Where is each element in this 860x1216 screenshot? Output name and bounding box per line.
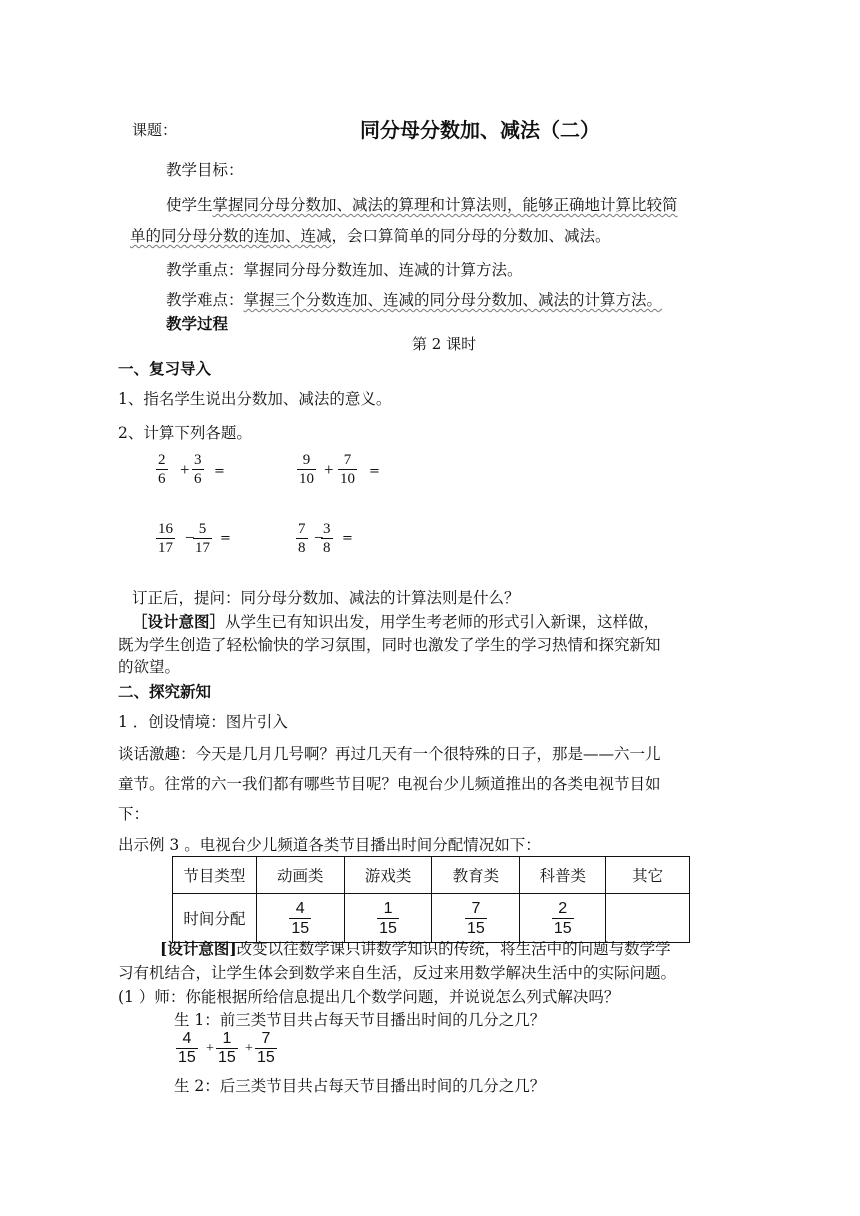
goal-line-1 — [166, 193, 678, 215]
fraction-denominator: 15 — [553, 919, 572, 937]
ex3-b-numerator: 5 — [198, 521, 207, 537]
table-cell-game — [344, 894, 432, 943]
student-1-plus-2: + — [245, 1041, 253, 1056]
ex2-a-denominator: 10 — [299, 471, 314, 487]
talk-line-1: 谈话激趣：今天是几月几号啊？再过几天有一个很特殊的日子，那是——六一儿 — [118, 745, 661, 763]
fraction-numerator: 4 — [182, 1030, 192, 1047]
table-row — [173, 894, 690, 943]
table-header-cell: 游戏类 — [344, 857, 432, 894]
ex1-operator: + — [180, 460, 190, 479]
table-cell-education — [432, 894, 520, 943]
ex3-b-denominator: 17 — [195, 540, 210, 556]
student-1-fraction-1 — [176, 1030, 198, 1067]
ex1-fraction-a — [156, 451, 168, 488]
talk-line-2: 童节。往常的六一我们都有哪些节目呢？电视台少儿频道推出的各类电视节目如 — [118, 775, 661, 793]
student-1-fraction-2 — [216, 1030, 238, 1067]
table-header-cell: 科普类 — [520, 857, 606, 894]
fraction-numerator: 1 — [383, 899, 393, 917]
section-1-item-2: 2、计算下列各题。 — [118, 424, 252, 442]
fraction-numerator: 2 — [558, 899, 568, 917]
table-fraction — [377, 899, 399, 938]
design-intent-2-line-2: 习有机结合，让学生体会到数学来自生活，反过来用数学解决生活中的实际问题。 — [118, 964, 677, 982]
ex3-fraction-a — [156, 520, 175, 557]
teacher-question: (1 ）师：你能根据所给信息提出几个数学问题，并说说怎么列式解决吗？ — [118, 988, 620, 1006]
ex4-a-numerator: 7 — [298, 521, 306, 537]
table-cell-science — [520, 894, 606, 943]
ex3-equals: = — [220, 531, 231, 546]
ex4-fraction-a — [296, 520, 308, 557]
design-intent-2-label: [设计意图] — [160, 939, 237, 958]
fraction-numerator: 1 — [222, 1030, 232, 1047]
section-1-heading: 一、复习导入 — [118, 359, 212, 378]
table-row-label: 时间分配 — [173, 894, 257, 943]
fraction-denominator: 15 — [291, 919, 310, 937]
ex2-b-numerator: 7 — [343, 452, 352, 468]
ex2-fraction-b — [338, 451, 357, 488]
fraction-numerator: 7 — [471, 899, 481, 917]
difficulty-label: 教学难点： — [166, 291, 244, 309]
design-intent-1-line-3: 的欲望。 — [118, 658, 181, 676]
design-intent-1-label: ［设计意图］ — [132, 612, 226, 631]
ex4-a-denominator: 8 — [298, 540, 306, 556]
ex3-operator: − — [185, 528, 195, 547]
goal-line-2-post: ，会口算简单的同分母的分数加、减法。 — [331, 227, 611, 245]
talk-line-3: 下： — [118, 805, 150, 823]
ex1-a-numerator: 2 — [158, 452, 166, 468]
after-question: 订正后，提问：同分母分数加、减法的计算法则是什么？ — [132, 589, 520, 607]
ex4-fraction-b — [321, 520, 333, 557]
ex2-fraction-a — [297, 451, 316, 488]
fraction-numerator: 4 — [295, 899, 305, 917]
example-intro: 出示例 3 。电视台少儿频道各类节目播出时间分配情况如下： — [118, 836, 541, 854]
ex2-operator: + — [324, 460, 334, 479]
goal-line-1-pre: 使学生 — [166, 196, 213, 214]
ex4-operator: − — [314, 528, 324, 547]
ex3-fraction-b — [193, 520, 212, 557]
table-header-cell: 动画类 — [256, 857, 344, 894]
student-1-question: 生 1：前三类节目共占每天节目播出时间的几分之几？ — [174, 1011, 546, 1029]
table-cell-animation — [256, 894, 344, 943]
process-heading: 教学过程 — [166, 314, 229, 333]
section-2-item-1: 1 ．创设情境：图片引入 — [118, 713, 288, 731]
program-time-table — [172, 856, 690, 943]
ex4-b-numerator: 3 — [323, 521, 331, 537]
student-2-question: 生 2：后三类节目共占每天节目播出时间的几分之几？ — [174, 1077, 546, 1095]
design-intent-2-text-1: 改变以往数学课只讲数学知识的传统，将生活中的问题与数学学 — [236, 940, 671, 958]
ex1-equals: = — [214, 464, 225, 479]
ex2-b-denominator: 10 — [340, 471, 355, 487]
ex3-a-denominator: 17 — [158, 540, 173, 556]
student-1-fraction-3 — [255, 1030, 277, 1067]
lesson-number: 第 2 课时 — [412, 335, 477, 353]
ex2-a-numerator: 9 — [302, 452, 311, 468]
table-header-cell: 其它 — [606, 857, 690, 894]
table-fraction — [465, 899, 487, 938]
table-fraction — [289, 899, 311, 938]
table-header-cell: 节目类型 — [173, 857, 257, 894]
ex3-a-numerator: 16 — [158, 521, 173, 537]
design-intent-1-line-2: 既为学生创造了轻松愉快的学习氛围，同时也激发了学生的学习热情和探究新知 — [118, 636, 661, 654]
ex1-b-numerator: 3 — [194, 452, 202, 468]
ex1-a-denominator: 6 — [158, 471, 166, 487]
goal-line-2-wavy: 单的同分母分数的连加、连减 — [130, 227, 332, 245]
fraction-denominator: 15 — [218, 1049, 236, 1066]
ex1-b-denominator: 6 — [194, 471, 202, 487]
design-intent-2-line-1 — [160, 937, 671, 959]
ex2-equals: = — [369, 464, 380, 479]
fraction-numerator: 7 — [261, 1030, 271, 1047]
design-intent-1-line-1 — [132, 610, 659, 632]
difficulty — [166, 288, 662, 310]
section-1-item-1: 1、指名学生说出分数加、减法的意义。 — [118, 390, 392, 408]
ex4-b-denominator: 8 — [323, 540, 331, 556]
ex4-equals: = — [342, 531, 353, 546]
design-intent-1-text-1: 从学生已有知识出发，用学生考老师的形式引入新课，这样做， — [225, 613, 660, 631]
goal-line-2 — [130, 224, 611, 246]
course-label: 课题： — [132, 121, 178, 139]
student-1-plus-1: + — [206, 1041, 214, 1056]
fraction-denominator: 15 — [257, 1049, 275, 1066]
ex1-fraction-b — [192, 451, 204, 488]
goal-line-1-wavy: 掌握同分母分数加、减法的算理和计算法则，能够正确地计算比较简 — [212, 196, 678, 214]
fraction-denominator: 15 — [178, 1049, 196, 1066]
table-header-cell: 教育类 — [432, 857, 520, 894]
goal-heading: 教学目标： — [166, 161, 244, 179]
page-title: 同分母分数加、减法（二） — [360, 118, 600, 142]
table-header-row — [173, 857, 690, 894]
table-cell-other — [606, 894, 690, 943]
section-2-heading: 二、探究新知 — [118, 682, 212, 701]
difficulty-text: 掌握三个分数连加、连减的同分母分数加、减法的计算方法。 — [243, 291, 663, 309]
fraction-denominator: 15 — [466, 919, 485, 937]
fraction-denominator: 15 — [379, 919, 397, 937]
table-fraction — [552, 899, 574, 938]
key-point: 教学重点：掌握同分母分数连加、连减的计算方法。 — [166, 261, 523, 279]
